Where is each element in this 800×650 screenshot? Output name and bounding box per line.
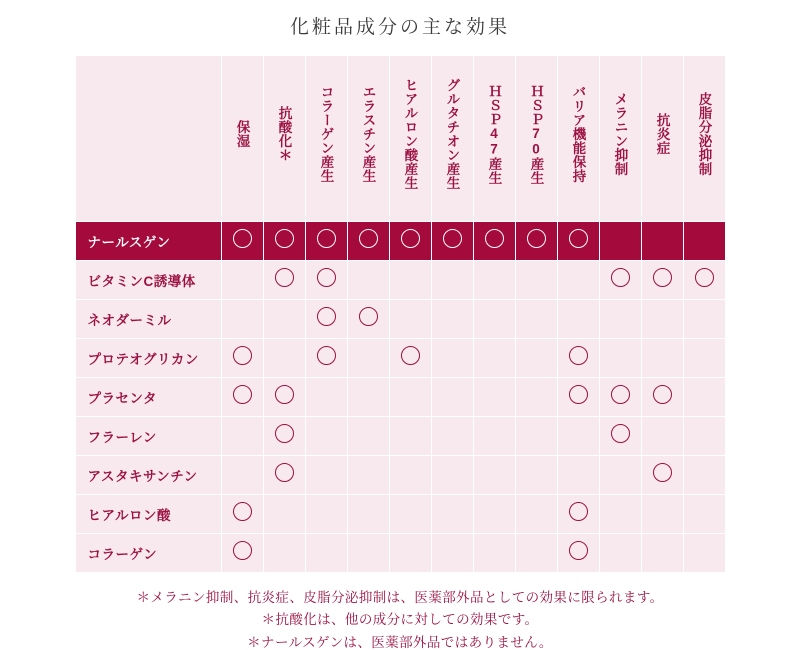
circle-marker-icon	[653, 268, 672, 287]
matrix-cell-empty	[389, 378, 431, 417]
matrix-cell-empty	[305, 417, 347, 456]
matrix-cell-empty	[515, 261, 557, 300]
column-header	[515, 56, 557, 222]
matrix-cell-empty	[431, 378, 473, 417]
row-header-label: ネオダーミル	[87, 313, 172, 328]
matrix-cell-empty	[347, 261, 389, 300]
footnotes	[0, 587, 800, 650]
circle-marker-icon	[317, 307, 336, 326]
matrix-cell-marked	[431, 222, 473, 261]
matrix-cell-marked	[263, 222, 305, 261]
matrix-cell-marked	[641, 456, 683, 495]
column-header	[263, 56, 305, 222]
matrix-cell-empty	[263, 534, 305, 573]
column-header	[347, 56, 389, 222]
row-header	[75, 456, 221, 495]
column-header-label: ＨＳＰ47産生	[486, 83, 502, 185]
circle-marker-icon	[359, 307, 378, 326]
matrix-cell-empty	[515, 534, 557, 573]
row-header-label: コラーゲン	[87, 547, 158, 562]
row-header-label: ヒアルロン酸	[87, 508, 171, 523]
matrix-cell-marked	[389, 222, 431, 261]
matrix-cell-empty	[473, 300, 515, 339]
row-header	[75, 534, 221, 573]
matrix-cell-empty	[431, 534, 473, 573]
matrix-cell-empty	[557, 417, 599, 456]
matrix-cell-empty	[305, 495, 347, 534]
matrix-cell-empty	[641, 222, 683, 261]
matrix-cell-empty	[473, 261, 515, 300]
matrix-cell-empty	[305, 534, 347, 573]
matrix-cell-marked	[221, 495, 263, 534]
row-header	[75, 495, 221, 534]
column-header	[389, 56, 431, 222]
matrix-cell-empty	[515, 495, 557, 534]
row-header	[75, 300, 221, 339]
row-header	[75, 261, 221, 300]
matrix-cell-empty	[683, 339, 725, 378]
matrix-cell-empty	[347, 417, 389, 456]
column-header-label: 抗酸化＊	[276, 106, 292, 162]
column-header	[641, 56, 683, 222]
circle-marker-icon	[275, 424, 294, 443]
matrix-cell-empty	[431, 456, 473, 495]
matrix-cell-marked	[599, 378, 641, 417]
matrix-cell-marked	[389, 339, 431, 378]
matrix-cell-marked	[221, 222, 263, 261]
table-row	[75, 534, 725, 573]
matrix-cell-empty	[683, 534, 725, 573]
matrix-cell-marked	[473, 222, 515, 261]
matrix-cell-empty	[431, 300, 473, 339]
footnote-line: ＊ナールスゲンは、医薬部外品ではありません。	[247, 634, 553, 650]
circle-marker-icon	[233, 541, 252, 560]
matrix-cell-empty	[683, 417, 725, 456]
circle-marker-icon	[653, 463, 672, 482]
matrix-cell-empty	[347, 456, 389, 495]
table-row	[75, 222, 725, 261]
matrix-cell-marked	[305, 300, 347, 339]
matrix-cell-empty	[221, 300, 263, 339]
matrix-cell-marked	[515, 222, 557, 261]
column-header-label: グルタチオン産生	[444, 78, 460, 190]
page-title: 化粧品成分の主な効果	[289, 17, 510, 38]
matrix-cell-empty	[683, 495, 725, 534]
row-header-label: プラセンタ	[87, 391, 157, 406]
matrix-cell-empty	[347, 495, 389, 534]
circle-marker-icon	[359, 229, 378, 248]
matrix-cell-empty	[347, 378, 389, 417]
circle-marker-icon	[611, 424, 630, 443]
circle-marker-icon	[233, 229, 252, 248]
matrix-cell-marked	[557, 222, 599, 261]
circle-marker-icon	[653, 385, 672, 404]
table-row	[75, 261, 725, 300]
circle-marker-icon	[233, 346, 252, 365]
matrix-cell-empty	[557, 456, 599, 495]
table-row	[75, 456, 725, 495]
matrix-cell-empty	[305, 456, 347, 495]
circle-marker-icon	[317, 346, 336, 365]
matrix-cell-empty	[431, 339, 473, 378]
row-header	[75, 339, 221, 378]
header-corner-cell	[75, 56, 221, 222]
matrix-cell-empty	[221, 261, 263, 300]
row-header-label: フラーレン	[87, 430, 157, 445]
circle-marker-icon	[527, 229, 546, 248]
column-header-label: 抗炎症	[654, 113, 670, 155]
matrix-cell-empty	[515, 300, 557, 339]
column-header-label: コラーゲン産生	[318, 85, 334, 183]
matrix-cell-empty	[473, 339, 515, 378]
circle-marker-icon	[443, 229, 462, 248]
matrix-cell-empty	[641, 417, 683, 456]
matrix-cell-empty	[431, 417, 473, 456]
circle-marker-icon	[695, 268, 714, 287]
header-row	[75, 56, 725, 222]
matrix-cell-empty	[473, 495, 515, 534]
column-header-label: メラニン抑制	[612, 92, 628, 176]
column-header	[473, 56, 515, 222]
column-header	[683, 56, 725, 222]
matrix-cell-empty	[683, 300, 725, 339]
matrix-cell-marked	[557, 339, 599, 378]
circle-marker-icon	[611, 385, 630, 404]
matrix-cell-marked	[347, 222, 389, 261]
matrix-cell-empty	[221, 417, 263, 456]
matrix-cell-empty	[263, 495, 305, 534]
matrix-cell-empty	[599, 300, 641, 339]
matrix-cell-empty	[599, 339, 641, 378]
matrix-cell-empty	[599, 495, 641, 534]
matrix-cell-empty	[473, 534, 515, 573]
matrix-cell-marked	[683, 261, 725, 300]
matrix-cell-empty	[389, 456, 431, 495]
footnote-line: ＊メラニン抑制、抗炎症、皮脂分泌抑制は、医薬部外品としての効果に限られます。	[136, 590, 664, 605]
column-header	[221, 56, 263, 222]
matrix-cell-empty	[515, 378, 557, 417]
matrix-cell-marked	[305, 261, 347, 300]
circle-marker-icon	[401, 346, 420, 365]
column-header-label: エラスチン産生	[360, 85, 376, 183]
matrix-cell-marked	[305, 339, 347, 378]
matrix-cell-empty	[683, 222, 725, 261]
matrix-cell-empty	[347, 534, 389, 573]
column-header-label: ＨＳＰ70産生	[528, 83, 544, 185]
table-body	[75, 222, 725, 573]
matrix-cell-empty	[389, 261, 431, 300]
matrix-cell-empty	[263, 339, 305, 378]
circle-marker-icon	[233, 385, 252, 404]
column-header	[431, 56, 473, 222]
matrix-cell-empty	[305, 378, 347, 417]
matrix-cell-empty	[641, 300, 683, 339]
matrix-cell-empty	[431, 495, 473, 534]
table-row	[75, 378, 725, 417]
matrix-cell-empty	[599, 222, 641, 261]
matrix-cell-marked	[599, 417, 641, 456]
matrix-cell-empty	[557, 261, 599, 300]
row-header-label: ビタミンC誘導体	[87, 274, 196, 289]
matrix-cell-marked	[557, 534, 599, 573]
matrix-cell-empty	[641, 534, 683, 573]
matrix-cell-empty	[389, 417, 431, 456]
matrix-cell-marked	[557, 495, 599, 534]
table-row	[75, 495, 725, 534]
matrix-cell-empty	[473, 417, 515, 456]
matrix-cell-marked	[221, 378, 263, 417]
matrix-cell-empty	[515, 417, 557, 456]
matrix-cell-marked	[221, 534, 263, 573]
matrix-cell-marked	[221, 339, 263, 378]
matrix-cell-marked	[305, 222, 347, 261]
matrix-cell-marked	[641, 261, 683, 300]
matrix-cell-empty	[263, 300, 305, 339]
matrix-cell-empty	[515, 339, 557, 378]
column-header-label: 皮脂分泌抑制	[696, 92, 712, 176]
matrix-cell-empty	[683, 456, 725, 495]
circle-marker-icon	[275, 268, 294, 287]
row-header-label: ナールスゲン	[87, 235, 171, 250]
effects-matrix-table	[75, 55, 726, 573]
circle-marker-icon	[569, 502, 588, 521]
table-row	[75, 417, 725, 456]
column-header	[305, 56, 347, 222]
matrix-cell-empty	[641, 339, 683, 378]
column-header	[557, 56, 599, 222]
matrix-cell-marked	[263, 261, 305, 300]
circle-marker-icon	[569, 346, 588, 365]
matrix-cell-empty	[389, 534, 431, 573]
circle-marker-icon	[611, 268, 630, 287]
circle-marker-icon	[569, 541, 588, 560]
circle-marker-icon	[275, 463, 294, 482]
matrix-cell-empty	[347, 339, 389, 378]
circle-marker-icon	[275, 229, 294, 248]
matrix-cell-empty	[515, 456, 557, 495]
circle-marker-icon	[569, 385, 588, 404]
matrix-cell-empty	[473, 456, 515, 495]
circle-marker-icon	[317, 268, 336, 287]
matrix-cell-marked	[263, 417, 305, 456]
matrix-cell-empty	[599, 534, 641, 573]
column-header-label: ヒアルロン酸産生	[402, 78, 418, 190]
matrix-cell-empty	[599, 456, 641, 495]
column-header	[599, 56, 641, 222]
circle-marker-icon	[569, 229, 588, 248]
circle-marker-icon	[485, 229, 504, 248]
row-header-label: プロテオグリカン	[87, 352, 199, 367]
matrix-cell-empty	[431, 261, 473, 300]
column-header-label: 保湿	[234, 120, 250, 148]
matrix-cell-empty	[389, 495, 431, 534]
row-header-label: アスタキサンチン	[87, 469, 198, 484]
circle-marker-icon	[401, 229, 420, 248]
footnote-line: ＊抗酸化は、他の成分に対しての効果です。	[261, 612, 539, 628]
table-row	[75, 300, 725, 339]
matrix-cell-marked	[263, 456, 305, 495]
circle-marker-icon	[233, 502, 252, 521]
matrix-cell-empty	[473, 378, 515, 417]
matrix-cell-empty	[221, 456, 263, 495]
column-header-label: バリア機能保持	[570, 85, 586, 183]
matrix-cell-empty	[641, 495, 683, 534]
matrix-cell-marked	[263, 378, 305, 417]
matrix-cell-empty	[683, 378, 725, 417]
circle-marker-icon	[317, 229, 336, 248]
row-header	[75, 222, 221, 261]
row-header	[75, 378, 221, 417]
matrix-cell-empty	[389, 300, 431, 339]
row-header	[75, 417, 221, 456]
table-header	[75, 56, 725, 222]
matrix-cell-marked	[599, 261, 641, 300]
matrix-cell-marked	[641, 378, 683, 417]
circle-marker-icon	[275, 385, 294, 404]
matrix-cell-marked	[557, 378, 599, 417]
table-row	[75, 339, 725, 378]
matrix-cell-empty	[557, 300, 599, 339]
matrix-cell-marked	[347, 300, 389, 339]
